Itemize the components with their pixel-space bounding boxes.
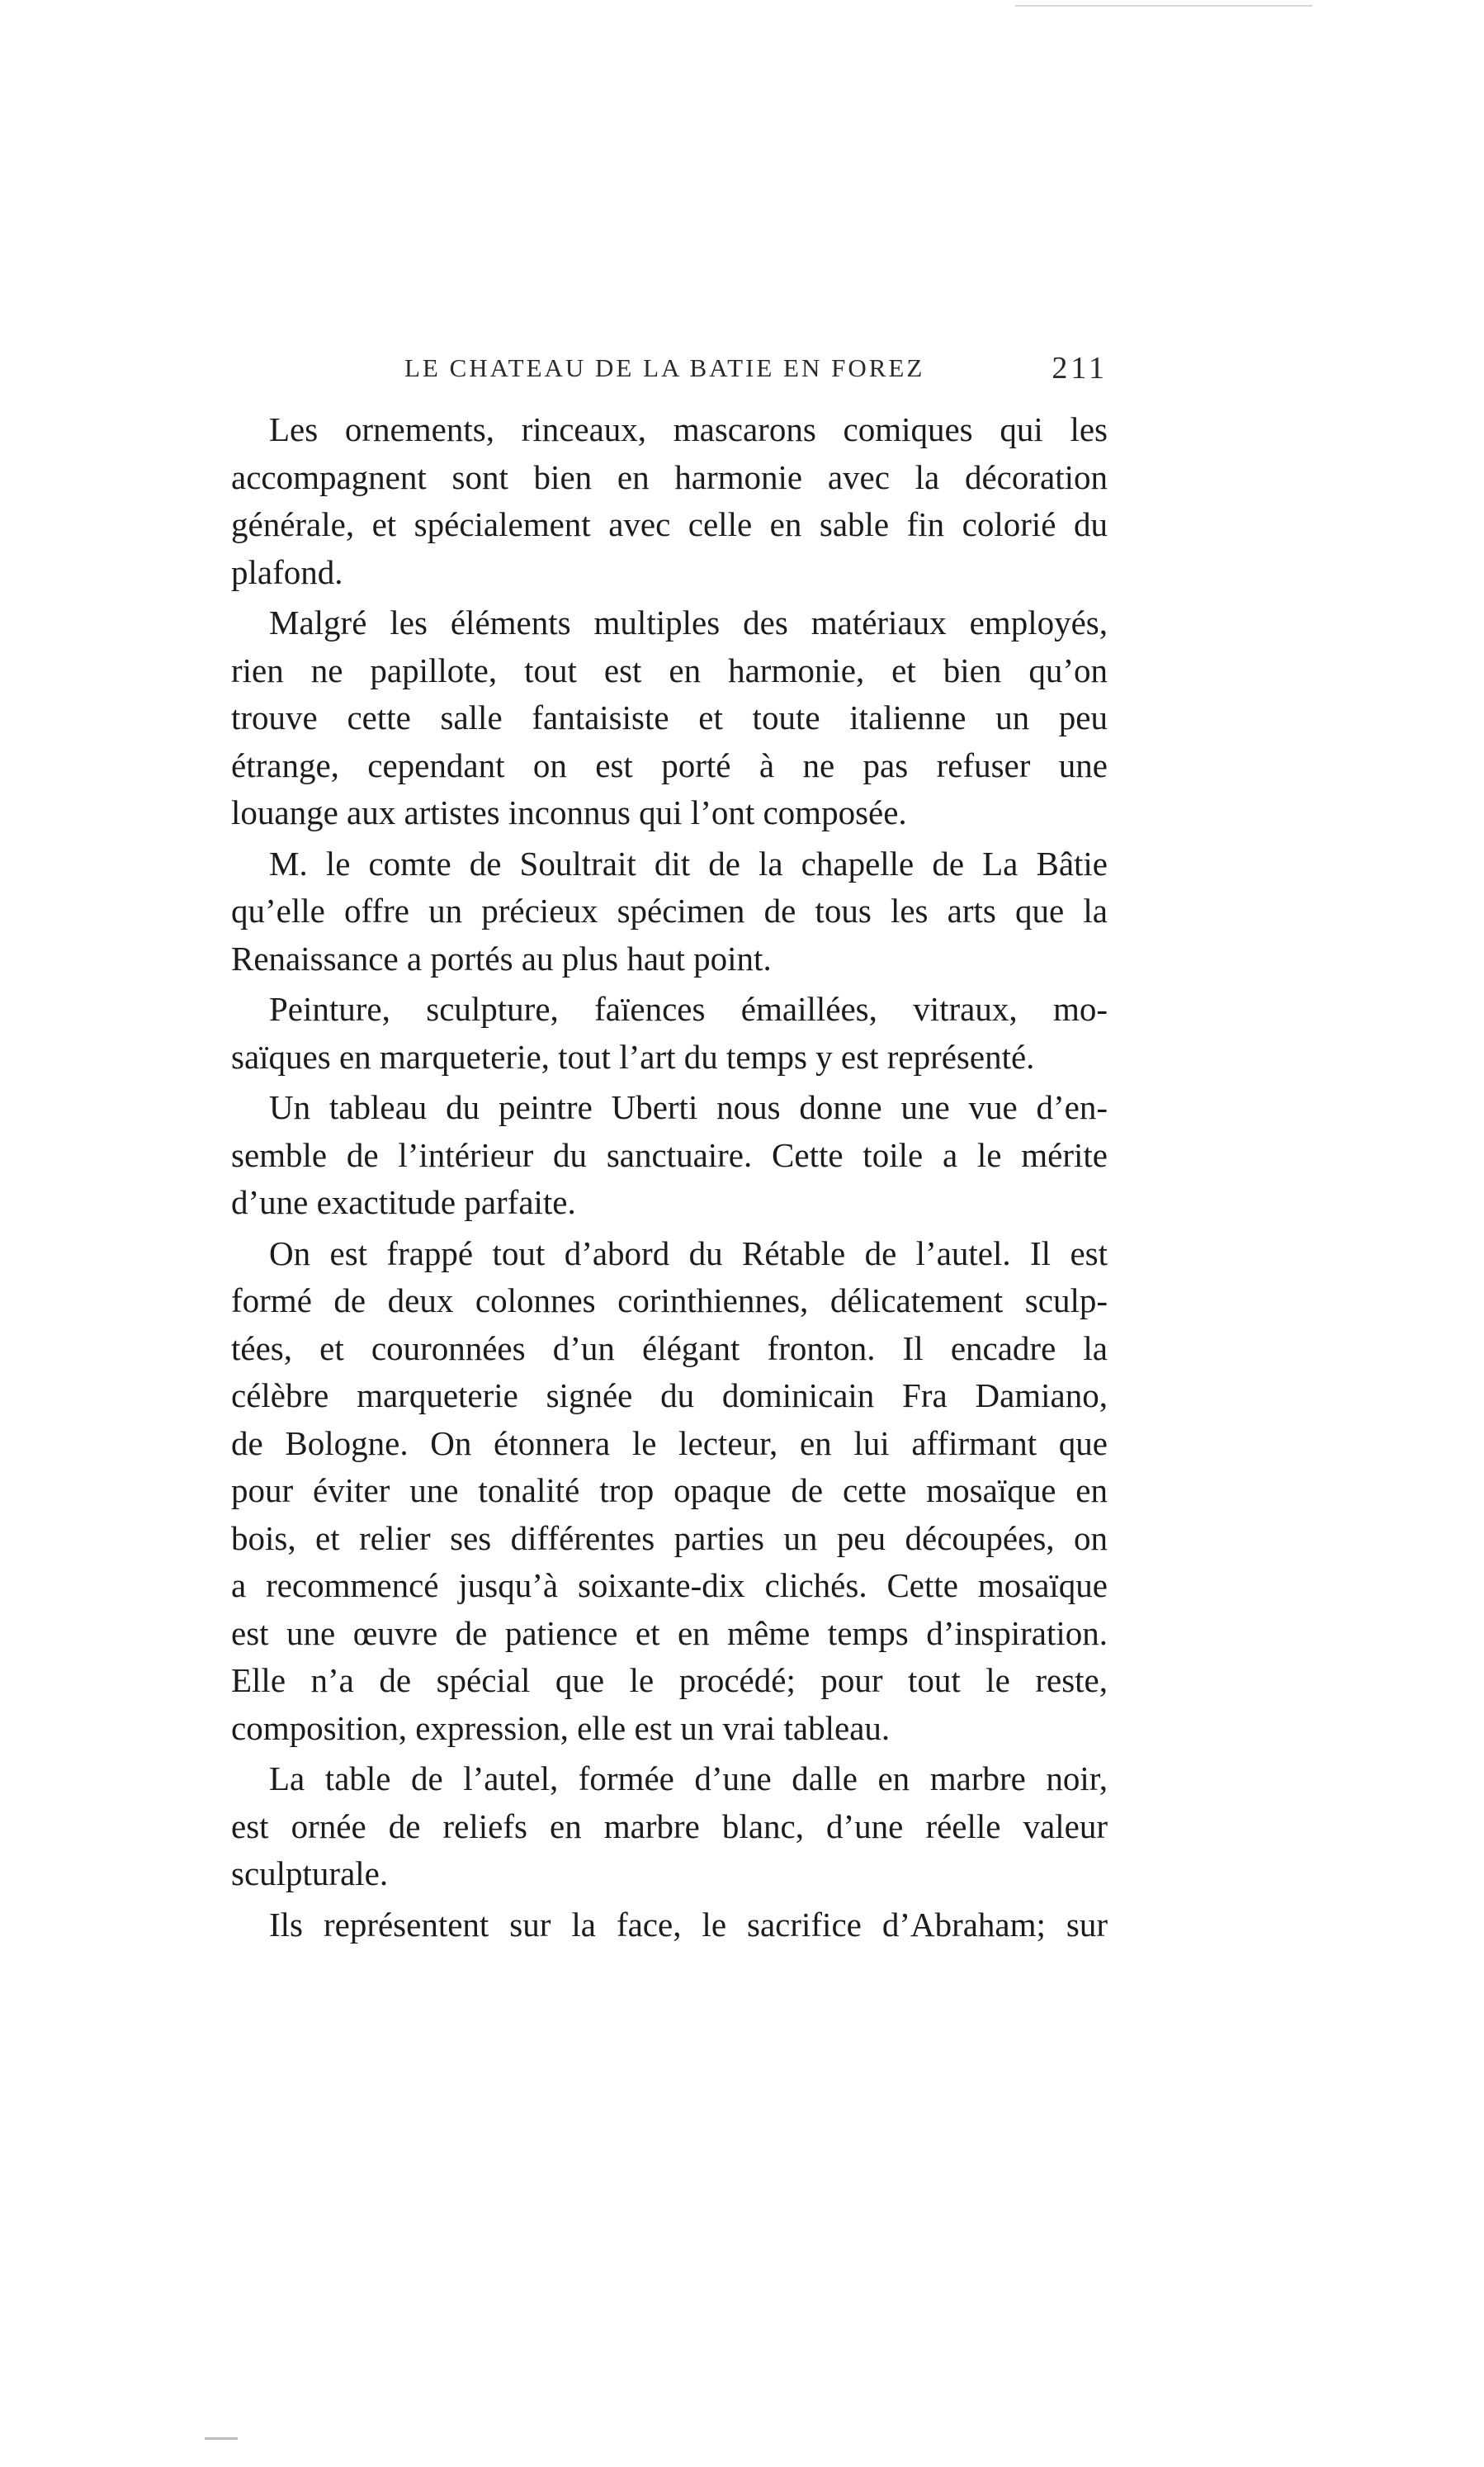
text-line: Ils représentent sur la face, le sacrifice d’Abraham; sur [269,1905,1108,1944]
text-line: tées, et couronnées d’un élégant fronton. Il encadre la [231,1328,1108,1367]
text-line: Peinture, sculpture, faïences émaillées, vitraux, mo- [269,990,1108,1028]
text-line: étrange, cependant on est porté à ne pas refuser une [231,746,1108,784]
text-line: est une œuvre de patience et en même temps d’inspiration. [231,1613,1108,1652]
text-line: bois, et relier ses différentes parties un peu découpées, on [231,1518,1108,1557]
text-line: Elle n’a de spécial que le procédé; pour tout le reste, [231,1661,1108,1699]
text-line: générale, et spécialement avec celle en sable fin colorié du [231,505,1108,543]
text-line: est ornée de reliefs en marbre blanc, d’une réelle valeur [231,1806,1108,1845]
scan-edge-mark [1015,5,1312,7]
text-line: d’une exactitude parfaite. [231,1183,576,1221]
text-line: M. le comte de Soultrait dit de la chapelle de La Bâtie [269,844,1108,883]
text-line: Renaissance a portés au plus haut point. [231,939,772,978]
paragraph [231,1084,1108,1227]
running-head [231,353,1108,395]
margin-mark [205,2437,238,2440]
text-line: Malgré les éléments multiples des matériaux employés, [269,604,1108,642]
text-line: célèbre marqueterie signée du dominicain Fra Damiano, [231,1376,1108,1414]
paragraph [231,1755,1108,1898]
paragraph [231,1901,1108,1949]
paragraph [231,840,1108,983]
text-line: La table de l’autel, formée d’une dalle en marbre noir, [269,1759,1108,1797]
body-text [231,406,1108,1952]
page-number: 211 [1052,351,1108,386]
text-line: qu’elle offre un précieux spécimen de tous les arts que la [231,892,1108,930]
paragraph [231,406,1108,596]
paragraph [231,599,1108,837]
text-line: composition, expression, elle est un vrai tableau. [231,1708,891,1747]
text-line: Un tableau du peintre Uberti nous donne une vue d’en- [269,1088,1108,1126]
text-line: plafond. [231,552,343,591]
text-line: de Bologne. On étonnera le lecteur, en lui affirmant que [231,1423,1108,1462]
text-line: formé de deux colonnes corinthiennes, délicatement sculp- [231,1281,1108,1319]
text-line: Les ornements, rinceaux, mascarons comiques qui les [269,410,1108,448]
text-line: accompagnent sont bien en harmonie avec la décoration [231,457,1108,496]
paragraph [231,1230,1108,1753]
paragraph [231,986,1108,1081]
text-line: saïques en marqueterie, tout l’art du temps y est représenté. [231,1037,1035,1076]
text-line: On est frappé tout d’abord du Rétable de l’autel. Il est [269,1234,1108,1272]
text-line: a recommencé jusqu’à soixante-dix clichés. Cette mosaïque [231,1566,1108,1604]
text-line: sculpturale. [231,1854,389,1892]
text-line: rien ne papillote, tout est en harmonie, et bien qu’on [231,651,1108,689]
text-line: pour éviter une tonalité trop opaque de cette mosaïque en [231,1471,1108,1509]
text-line: louange aux artistes inconnus qui l’ont composée. [231,793,907,831]
text-line: trouve cette salle fantaisiste et toute italienne un peu [231,698,1108,736]
running-title: LE CHATEAU DE LA BATIE EN FOREZ [404,353,925,382]
text-line: semble de l’intérieur du sanctuaire. Cette toile a le mérite [231,1135,1108,1174]
